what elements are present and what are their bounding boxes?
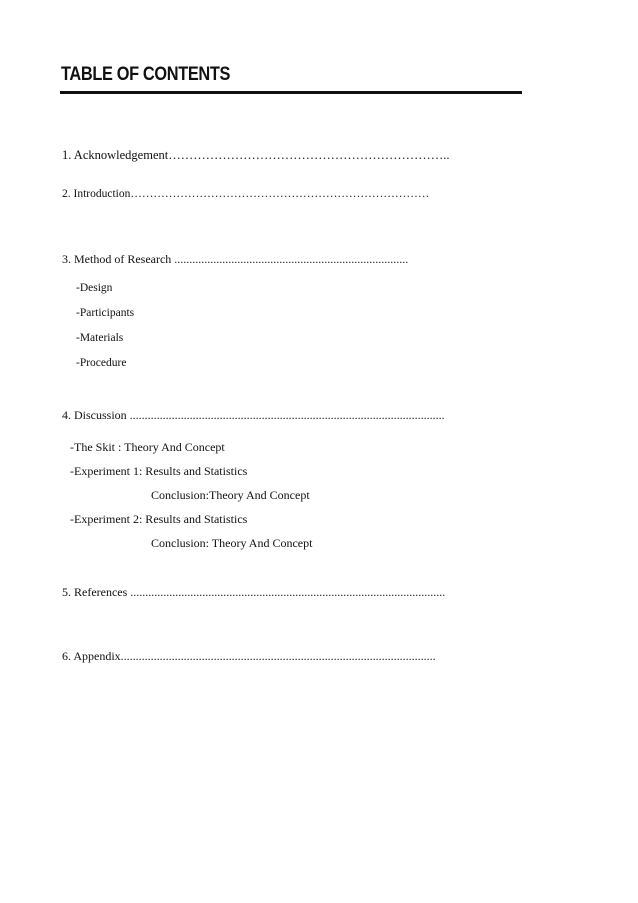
- toc-subentry-experiment-2: -Experiment 2: Results and Statistics: [70, 512, 248, 526]
- toc-entry-introduction: 2. Introduction……………………………………………………………………: [62, 188, 430, 200]
- toc-entry-discussion: 4. Discussion .........................................................................................................: [62, 408, 445, 422]
- toc-subentry-materials: -Materials: [76, 332, 124, 344]
- toc-subentry-experiment-1: -Experiment 1: Results and Statistics: [70, 464, 248, 478]
- page-title: TABLE OF CONTENTS: [61, 64, 231, 85]
- toc-entry-appendix: 6. Appendix.........................................................................................................: [62, 649, 436, 663]
- title-underline: [60, 91, 522, 94]
- toc-subentry-design: -Design: [76, 282, 113, 294]
- toc-subentry-participants: -Participants: [76, 307, 135, 319]
- toc-subentry-procedure: -Procedure: [76, 357, 127, 369]
- toc-entry-acknowledgement: 1. Acknowledgement…………………………………………………………..: [62, 148, 450, 162]
- toc-entry-references: 5. References .........................................................................................................: [62, 585, 446, 599]
- toc-subentry-conclusion-2: Conclusion: Theory And Concept: [151, 536, 313, 550]
- toc-entry-method: 3. Method of Research ..............................................................................: [62, 252, 409, 266]
- toc-subentry-skit: -The Skit : Theory And Concept: [70, 440, 225, 454]
- toc-subentry-conclusion-1: Conclusion:Theory And Concept: [151, 488, 310, 502]
